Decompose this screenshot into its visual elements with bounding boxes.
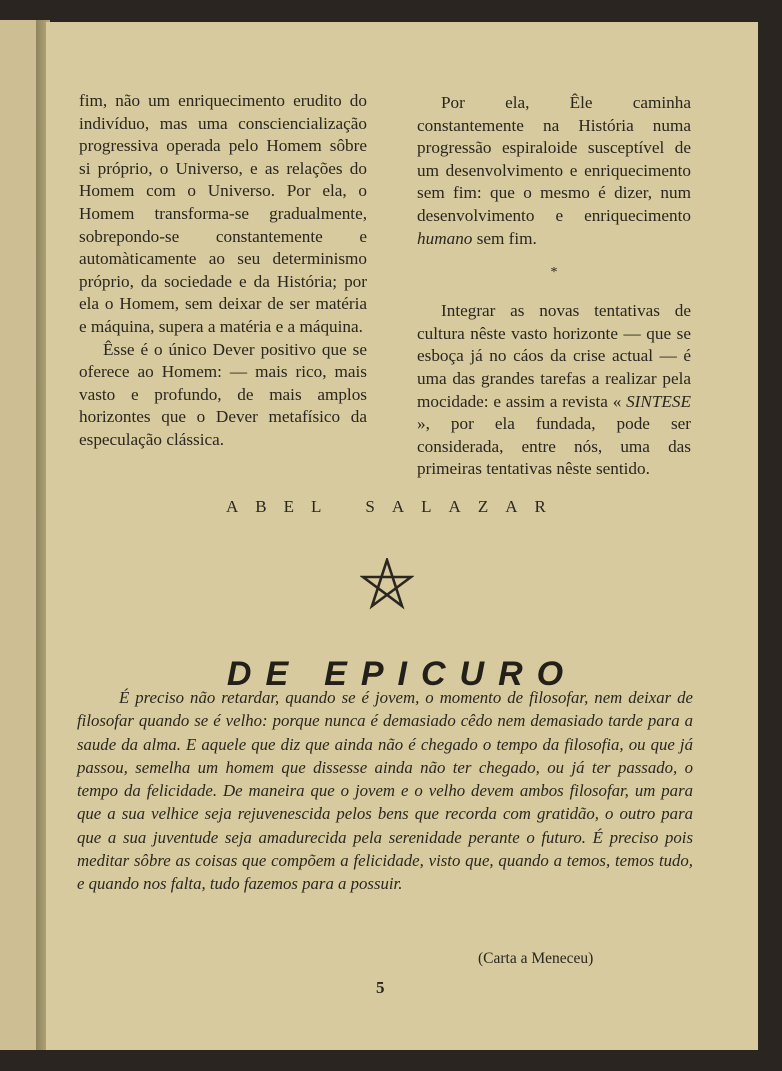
right-column bbox=[417, 92, 691, 481]
left-paragraph-1: fim, não um enriquecimento erudito do indivíduo, mas uma consciencialização progressiva operada pelo Homem sôbre si próprio, o Universo, e as relações do Homem com o Universo. Por ela, o Homem transforma-se gradualmente, sobrepondo-se constantemente e automàticamente ao seu determinismo próprio, da sociedade e da História; por ela o Homem, sem deixar de ser matéria e máquina, supera a matéria e a máquina. bbox=[79, 91, 367, 336]
title-word-de: DE bbox=[226, 654, 303, 693]
page-number: 5 bbox=[376, 978, 385, 997]
right-paragraph-1-text: Por ela, Êle caminha constantemente na História numa progressão espiraloide susceptível de um desenvolvimento e enriquecimento sem fim: que o mesmo é dizer, num desenvolvimento e enriquecimento bbox=[417, 93, 691, 225]
author-letter: L bbox=[421, 497, 432, 516]
author-signature bbox=[226, 497, 546, 517]
author-letter: L bbox=[311, 497, 322, 516]
author-letter: A bbox=[226, 497, 239, 516]
author-letter: A bbox=[505, 497, 518, 516]
right-paragraph-1-end: sem fim. bbox=[472, 228, 537, 248]
section-separator: * bbox=[550, 265, 558, 281]
epicurus-quote: É preciso não retardar, quando se é jovem, o momento de filosofar, nem deixar de filosofar quando se é velho: porque nunca é demasiado cêdo nem demasiado tarde para a saude da alma. E aquele que diz que ainda não é chegado o tempo da filosofia, ou que já passou, semelha um homem que dissesse ainda não ter chegado, ou já ter passado, o tempo da felicidade. De maneira que o jovem e o velho devem ambos filosofar, um para que a sua velhice seja rejuvenescida pelos bens que recorda com gratidão, o outro para que a sua juventude seja amadurecida pela serenidade perante o futuro. É preciso pois meditar sôbre as coisas que compõem a felicidade, visto que, quando a temos, temos tudo, e quando nos falta, tudo fazemos para a possuir. bbox=[77, 688, 693, 894]
title-word-epicuro: EPICURO bbox=[324, 654, 578, 693]
right-paragraph-2-text: Integrar as novas tentativas de cultura nêste vasto horizonte — que se esboça já no cáos da crise actual — é uma das grandes tarefas a realizar pela mocidade: e assim a revista « bbox=[417, 301, 691, 411]
author-letter: R bbox=[534, 497, 546, 516]
book-page bbox=[46, 22, 758, 1050]
quote-source: (Carta a Meneceu) bbox=[478, 950, 594, 967]
pentagram-star-icon bbox=[360, 558, 414, 610]
author-letter: S bbox=[365, 497, 375, 516]
author-letter: Z bbox=[477, 497, 489, 516]
author-letter: B bbox=[255, 497, 267, 516]
author-letter: A bbox=[391, 497, 405, 516]
left-column bbox=[79, 90, 367, 452]
author-word-gap bbox=[338, 497, 348, 517]
right-paragraph-1 bbox=[417, 92, 691, 250]
right-paragraph-2-italic: SINTESE bbox=[626, 391, 691, 411]
author-letter: A bbox=[448, 497, 461, 516]
left-paragraph-2: Êsse é o único Dever positivo que se oferece ao Homem: — mais rico, mais vasto e profundo, de mais amplos horizontes que o Dever metafísico da especulação clássica. bbox=[79, 339, 367, 449]
right-paragraph-2 bbox=[417, 300, 691, 481]
right-paragraph-1-italic: humano bbox=[417, 228, 473, 248]
author-letter: E bbox=[283, 497, 295, 516]
right-paragraph-2-end: », por ela fundada, pode ser considerada, entre nós, uma das primeiras tentativas nêste sentido. bbox=[417, 414, 691, 479]
